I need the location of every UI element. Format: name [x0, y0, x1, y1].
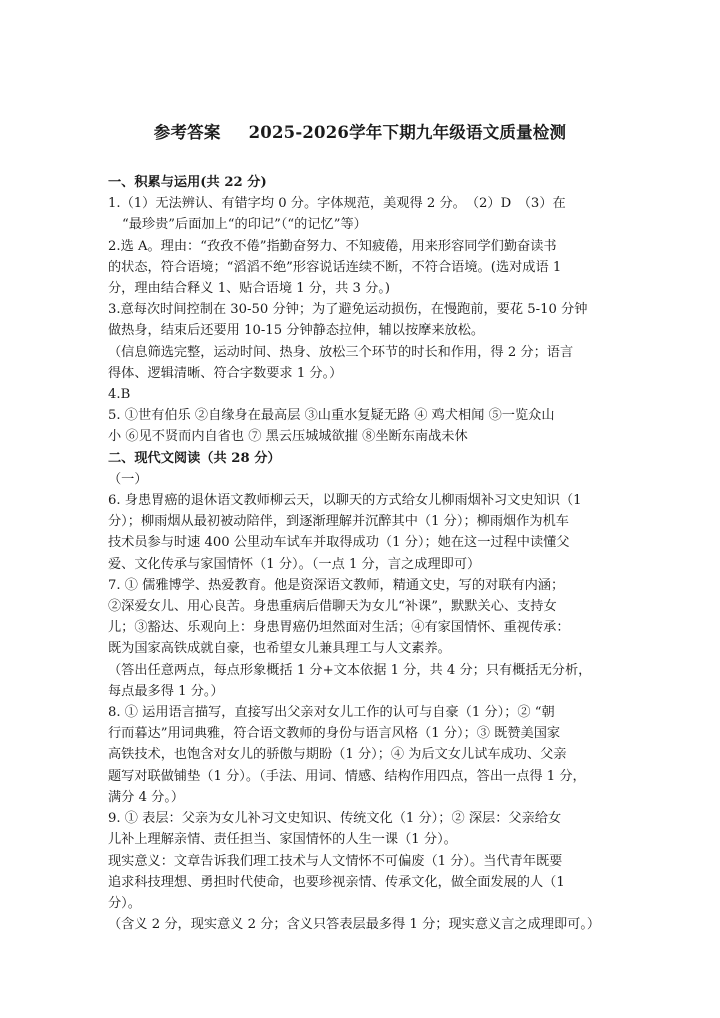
- answer-line: 现实意义：文章告诉我们理工技术与人文情怀不可偏废（1 分）。当代青年既要: [108, 853, 563, 869]
- answer-line: 追求科技理想、勇担时代使命，也要珍视亲情、传承文化，做全面发展的人（1: [108, 874, 565, 890]
- page-title: [0, 119, 720, 143]
- answer-line: 4.B: [108, 387, 131, 403]
- answer-line: 每点最多得 1 分。）: [108, 683, 224, 699]
- answer-line: 做热身，结束后还要用 10-15 分钟静态拉伸，辅以按摩来放松。: [108, 323, 485, 339]
- answer-line: 分，理由结合释义 1、贴合语境 1 分，共 3 分。): [108, 281, 391, 297]
- answer-line: （信息筛选完整，运动时间、热身、放松三个环节的时长和作用，得 2 分；语言: [108, 344, 574, 360]
- answer-line: 7. ① 儒雅博学、热爱教育。他是资深语文教师，精通文史，写的对联有内涵；: [108, 577, 565, 593]
- answer-line: 8. ① 运用语言描写，直接写出父亲对女儿工作的认可与自豪（1 分）；② “朝: [108, 705, 555, 721]
- answer-line: 得体、逻辑清晰、符合字数要求 1 分。）: [108, 365, 343, 381]
- answer-line: 2.选 A。理由：“孜孜不倦”指勤奋努力、不知疲倦，用来形容同学们勤奋读书: [108, 238, 557, 254]
- answer-line: 儿补上理解亲情、责任担当、家国情怀的人生一课（1 分）。: [108, 832, 457, 848]
- answer-line: （含义 2 分，现实意义 2 分；含义只答表层最多得 1 分；现实意义言之成理即可。）: [108, 917, 601, 933]
- answer-line: 分）；柳雨烟从最初被动陪伴，到逐渐理解并沉醉其中（1 分）；柳雨烟作为机车: [108, 514, 569, 530]
- answer-line: 满分 4 分。）: [108, 789, 185, 805]
- answer-line: 6. 身患胃癌的退休语文教师柳云天，以聊天的方式给女儿柳雨烟补习文史知识（1: [108, 493, 582, 509]
- section-heading: 二、现代文阅读（共 28 分）: [108, 450, 281, 466]
- answer-line: 题写对联做铺垫（1 分）。（手法、用词、情感、结构作用四点，答出一点得 1 分，: [108, 768, 586, 784]
- answer-line: 3.意每次时间控制在 30-50 分钟；为了避免运动损伤，在慢跑前，要花 5-10 分钟: [108, 302, 588, 318]
- answer-line: 高铁技术，也饱含对女儿的骄傲与期盼（1 分）；④ 为后文女儿试车成功、父亲: [108, 747, 567, 763]
- exam-title: 2025-2026学年下期九年级语文质量检测: [248, 123, 567, 142]
- answer-line: 行而暮达”用词典雅，符合语文教师的身份与语言风格（1 分）；③ 既赞美国家: [108, 726, 561, 742]
- answer-line: （一）: [108, 471, 148, 487]
- answer-line: ②深爱女儿、用心良苦。身患重病后借聊天为女儿“补课”，默默关心、支持女: [108, 599, 557, 615]
- answer-line: 5. ①世有伯乐 ②自缘身在最高层 ③山重水复疑无路 ④ 鸡犬相闻 ⑤一览众山: [108, 408, 555, 424]
- answer-content: [108, 172, 616, 935]
- answer-line: 小 ⑥见不贤而内自省也 ⑦ 黑云压城城欲摧 ⑧坐断东南战未休: [108, 429, 468, 445]
- answer-line: 技术员参与时速 400 公里动车试车并取得成功（1 分）；她在这一过程中读懂父: [108, 535, 570, 551]
- section-heading: 一、积累与运用(共 22 分): [108, 175, 267, 190]
- answer-line: 既为国家高铁成就自豪，也希望女儿兼具理工与人文素养。: [108, 641, 451, 657]
- answer-line: 1.（1）无法辨认、有错字均 0 分。字体规范，美观得 2 分。 （2）D （3）在: [108, 196, 566, 212]
- answer-line: 分）。: [108, 895, 141, 911]
- answer-line: “最珍贵”后面加上“的印记”（“的记忆”等）: [122, 217, 367, 233]
- answer-line: 儿；③豁达、乐观向上：身患胃癌仍坦然面对生活；④有家国情怀、重视传承：: [108, 620, 570, 636]
- answer-line: 爱、文化传承与家国情怀（1 分）。（一点 1 分，言之成理即可）: [108, 556, 481, 572]
- answer-line: 9. ① 表层：父亲为女儿补习文史知识、传统文化（1 分）；② 深层：父亲给女: [108, 811, 562, 827]
- answer-line: （答出任意两点，每点形象概括 1 分+文本依据 1 分，共 4 分；只有概括无分析，: [108, 662, 592, 678]
- answer-line: 的状态，符合语境；“滔滔不绝”形容说话连续不断，不符合语境。(选对成语 1: [108, 259, 562, 275]
- answer-label: 参考答案: [153, 123, 221, 142]
